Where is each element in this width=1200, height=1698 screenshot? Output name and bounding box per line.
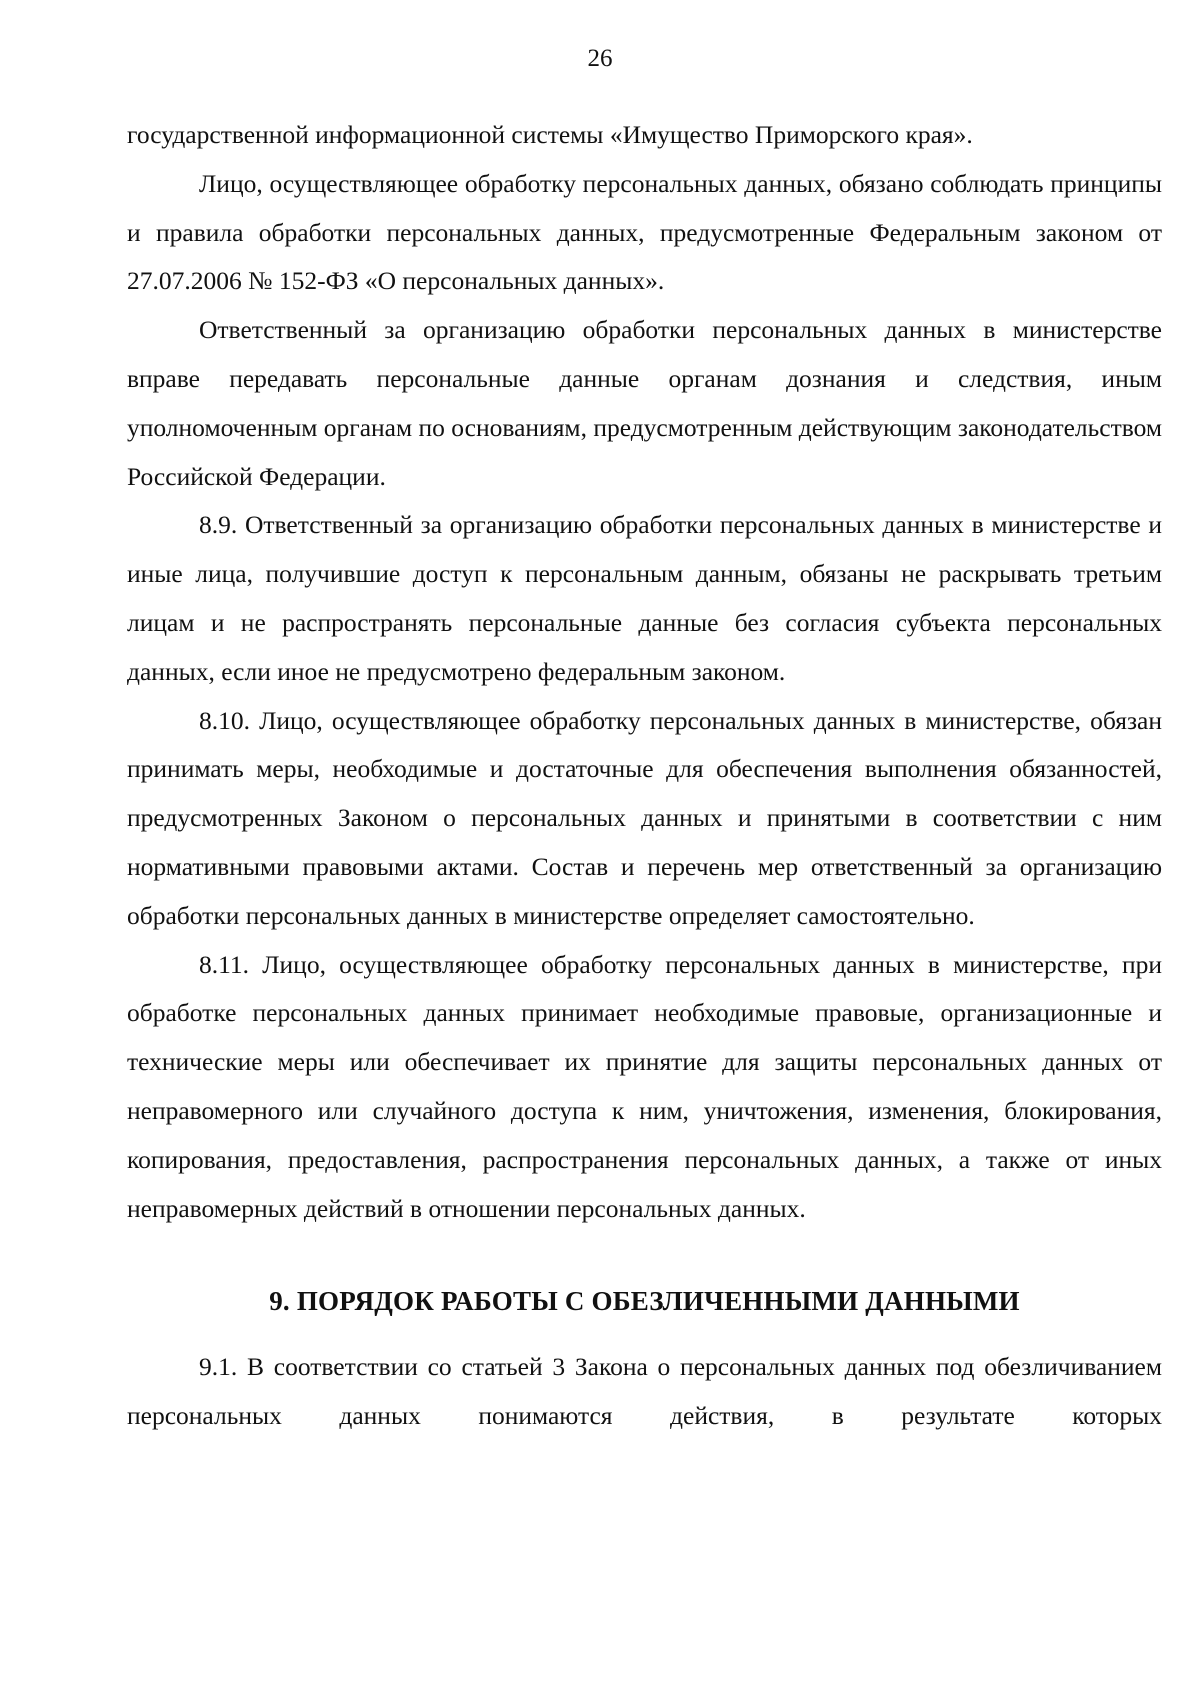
paragraph-9-1: 9.1. В соответствии со статьей 3 Закона о персональных данных под обезличиванием персональных данных понимаются действия, в результате которых [127, 1352, 1162, 1431]
page-number: 26 [587, 45, 613, 72]
paragraph-8-11: 8.11. Лицо, осуществляющее обработку персональных данных в министерстве, при обработке персональных данных принимает необходимые правовые, организационные и технические меры или обеспечивает их принятие для защиты персональных данных от неправомерного или случайного доступа к ним, уничтожения, изменения, блокирования, копирования, предоставления, распространения персональных данных, а также от иных неправомерных действий в отношении персональных данных. [127, 949, 1162, 1223]
paragraph-8-10: 8.10. Лицо, осуществляющее обработку персональных данных в министерстве, обязан принимать меры, необходимые и достаточные для обеспечения выполнения обязанностей, предусмотренных Законом о персональных данных и принятыми в соответствии с ним нормативными правовыми актами. Состав и перечень мер ответственный за организацию обработки персональных данных в министерстве определяет самостоятельно. [127, 705, 1162, 930]
paragraph-responsible-transfer: Ответственный за организацию обработки персональных данных в министерстве вправе передавать персональные данные органам дознания и следствия, иным уполномоченным органам по основаниям, предусмотренным действующим законодательством Российской Федерации. [127, 315, 1162, 491]
paragraph-8-9: 8.9. Ответственный за организацию обработки персональных данных в министерстве и иные лица, получившие доступ к персональным данным, обязаны не раскрывать третьим лицам и не распространять персональные данные без согласия субъекта персональных данных, если иное не предусмотрено федеральным законом. [127, 510, 1162, 686]
paragraph-principles: Лицо, осуществляющее обработку персональных данных, обязано соблюдать принципы и правила обработки персональных данных, предусмотренные Федеральным законом от 27.07.2006 № 152-ФЗ «О персональных данных». [127, 168, 1162, 296]
document-body [127, 111, 1162, 1441]
section-heading: 9. ПОРЯДОК РАБОТЫ С ОБЕЗЛИЧЕННЫМИ ДАННЫМИ [269, 1286, 1020, 1317]
paragraph-continuation: государственной информационной системы «Имущество Приморского края». [127, 120, 973, 149]
